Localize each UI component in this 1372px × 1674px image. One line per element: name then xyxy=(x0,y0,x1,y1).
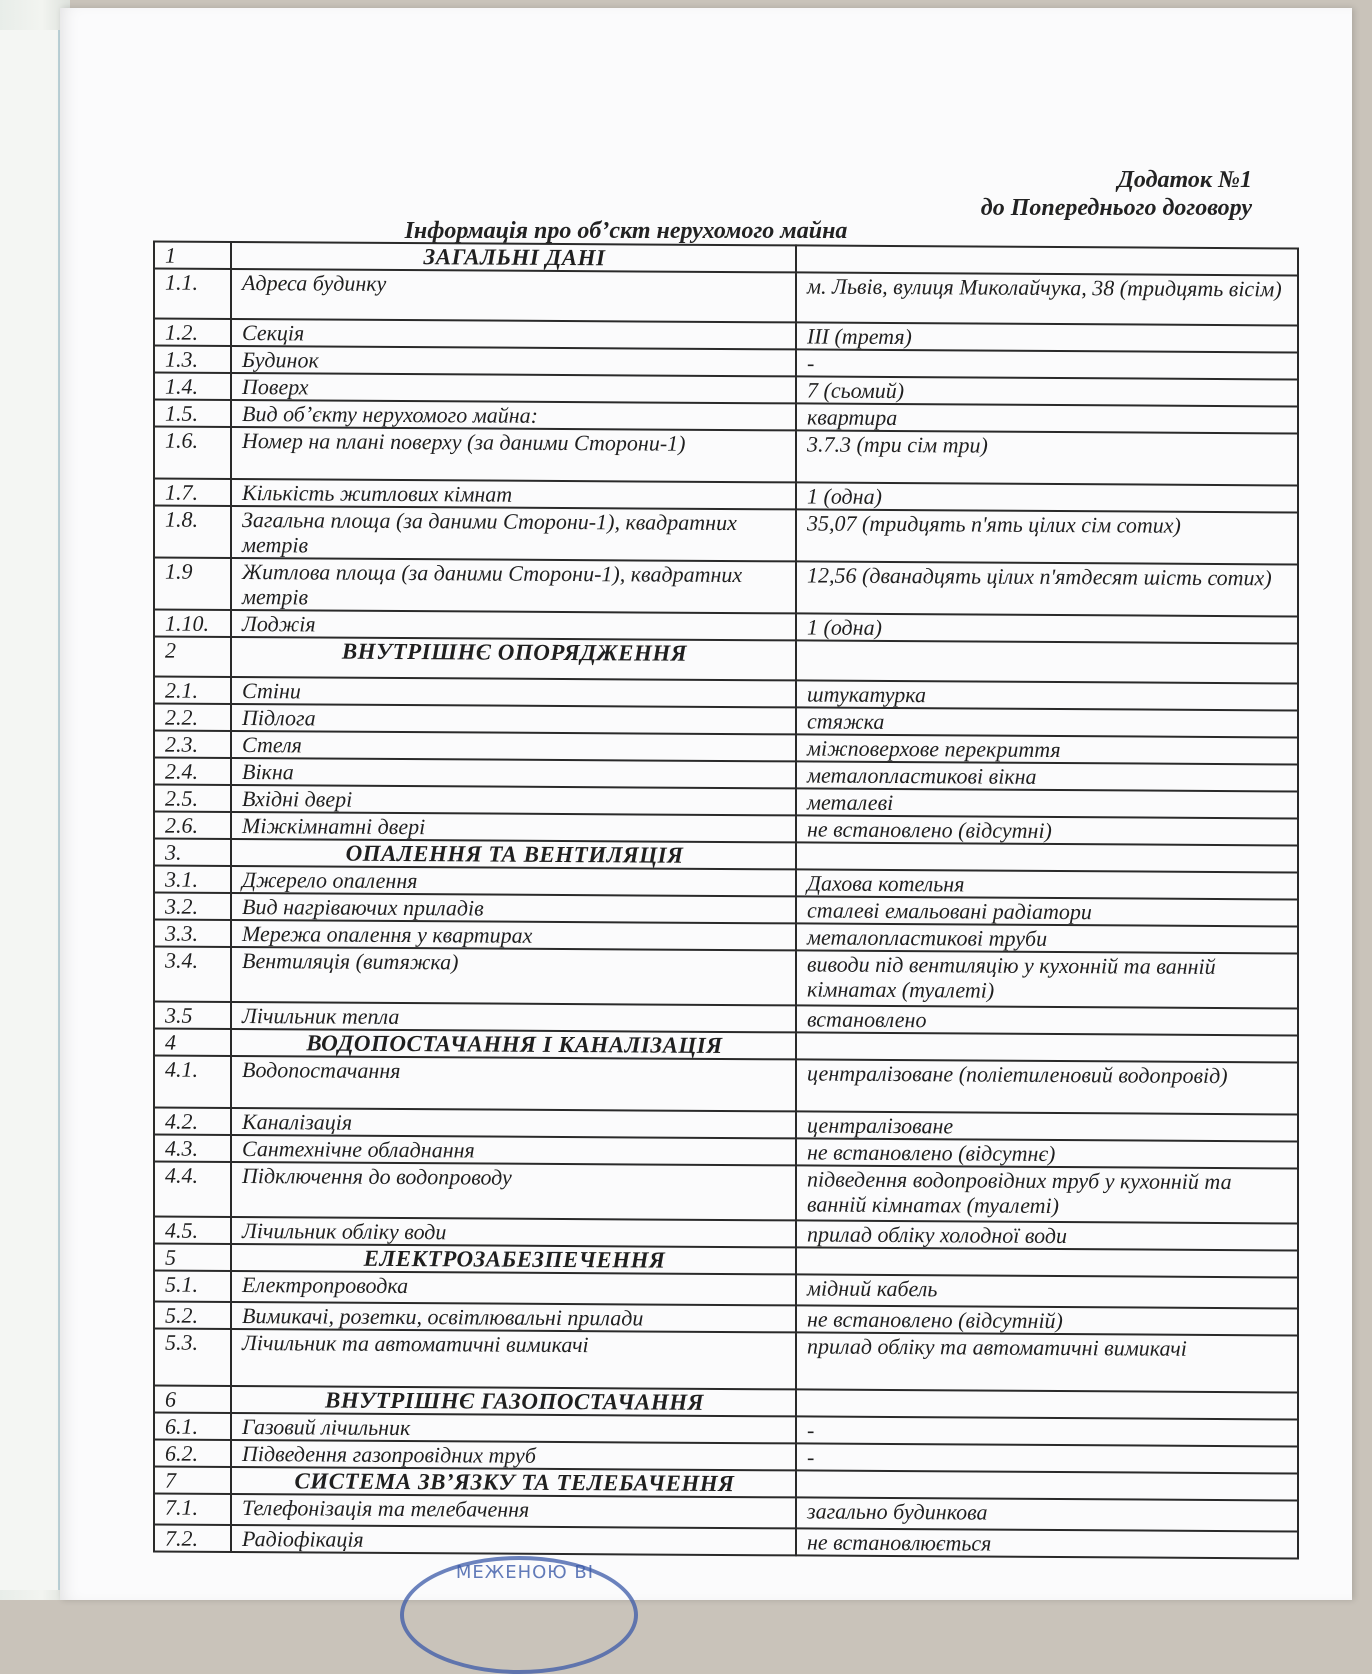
row-value xyxy=(796,245,1298,275)
row-value: міжповерхове перекриття xyxy=(796,734,1298,764)
table-row xyxy=(154,1329,1298,1393)
row-label: Джерело опалення xyxy=(231,866,796,896)
table-row xyxy=(154,506,1298,565)
table-row xyxy=(154,558,1298,617)
row-label: Сантехнічне обладнання xyxy=(231,1135,796,1165)
row-label: Житлова площа (за даними Сторони-1), квадратних метрів xyxy=(231,558,796,613)
row-number: 6.2. xyxy=(154,1440,231,1467)
row-number: 2.6. xyxy=(154,812,231,839)
row-label: Поверх xyxy=(231,373,796,403)
row-number: 3.5 xyxy=(154,1002,231,1029)
row-number: 1.5. xyxy=(154,400,231,427)
row-label: Електропроводка xyxy=(231,1271,796,1305)
row-label: Газовий лічильник xyxy=(231,1413,796,1443)
row-value xyxy=(796,640,1298,683)
row-number: 3.2. xyxy=(154,893,231,920)
annex-header xyxy=(981,166,1252,222)
table-row xyxy=(154,947,1298,1009)
row-number: 2.3. xyxy=(154,731,231,758)
row-value: 1 (одна) xyxy=(796,482,1298,512)
row-value: загально будинкова xyxy=(796,1497,1298,1531)
row-number: 6.1. xyxy=(154,1413,231,1440)
row-value xyxy=(796,1032,1298,1062)
table-row xyxy=(154,269,1298,326)
row-number: 5 xyxy=(154,1244,231,1271)
row-value: встановлено xyxy=(796,1005,1298,1035)
row-value: не встановлено (відсутній) xyxy=(796,1305,1298,1335)
row-label: Підключення до водопроводу xyxy=(231,1162,796,1220)
document-title: Інформація про об’скт нерухомого майна xyxy=(404,218,848,244)
row-value: 12,56 (дванадцять цілих п'ятдесят шість сотих) xyxy=(796,561,1298,616)
section-title: СИСТЕМА ЗВ’ЯЗКУ ТА ТЕЛЕБАЧЕННЯ xyxy=(231,1467,796,1497)
row-number: 4.4. xyxy=(154,1162,231,1217)
row-label: Мережа опалення у квартирах xyxy=(231,920,796,950)
row-value: металеві xyxy=(796,788,1298,818)
property-info-rows xyxy=(154,242,1298,1559)
section-row xyxy=(154,637,1298,684)
row-number: 5.1. xyxy=(154,1271,231,1302)
stamp-text: МЕЖЕНОЮ ВІ xyxy=(455,1562,595,1583)
row-value: стяжка xyxy=(796,707,1298,737)
row-label: Вид нагріваючих приладів xyxy=(231,893,796,923)
row-number: 5.2. xyxy=(154,1302,231,1329)
row-value: сталеві емальовані радіатори xyxy=(796,896,1298,926)
row-number: 1.7. xyxy=(154,479,231,506)
annex-number: Додаток №1 xyxy=(1117,167,1252,193)
row-value: 3.7.3 (три сім три) xyxy=(796,430,1298,485)
row-label: Підлога xyxy=(231,704,796,734)
table-row xyxy=(154,427,1298,486)
row-value xyxy=(796,1389,1298,1419)
row-value: м. Львів, вулиця Миколайчука, 38 (тридцять вісім) xyxy=(796,272,1298,325)
row-label: Лоджія xyxy=(231,610,796,640)
row-number: 1.10. xyxy=(154,610,231,637)
row-value: виводи під вентиляцію у кухонній та ванній кімнатах (туалеті) xyxy=(796,950,1298,1008)
row-value: штукатурка xyxy=(796,680,1298,710)
row-label: Вид об’єкту нерухомого майна: xyxy=(231,400,796,430)
row-number: 3.3. xyxy=(154,920,231,947)
row-number: 1 xyxy=(154,242,231,269)
row-label: Вентиляція (витяжка) xyxy=(231,947,796,1005)
row-number: 7.2. xyxy=(154,1525,231,1552)
row-value: - xyxy=(796,349,1298,379)
row-number: 4 xyxy=(154,1029,231,1056)
row-label: Водопостачання xyxy=(231,1056,796,1111)
row-label: Кількість житлових кімнат xyxy=(231,479,796,509)
row-value: металопластикові труби xyxy=(796,923,1298,953)
row-number: 1.8. xyxy=(154,506,231,558)
section-title: ВНУТРІШНЄ ОПОРЯДЖЕННЯ xyxy=(231,637,796,680)
row-label: Вхідні двері xyxy=(231,785,796,815)
row-label: Стеля xyxy=(231,731,796,761)
row-value: 7 (сьомий) xyxy=(796,376,1298,406)
row-label: Номер на плані поверху (за даними Сторони-1) xyxy=(231,427,796,482)
section-title: ВОДОПОСТАЧАННЯ І КАНАЛІЗАЦІЯ xyxy=(231,1029,796,1059)
section-title: ВНУТРІШНЄ ГАЗОПОСТАЧАННЯ xyxy=(231,1386,796,1416)
row-value xyxy=(796,1470,1298,1500)
row-number: 6 xyxy=(154,1386,231,1413)
row-value: не встановлено (відсутнє) xyxy=(796,1138,1298,1168)
table-row xyxy=(154,1056,1298,1115)
property-info-table xyxy=(153,240,1299,1559)
row-value xyxy=(796,1247,1298,1277)
row-number: 2.5. xyxy=(154,785,231,812)
row-number: 1.3. xyxy=(154,346,231,373)
row-value: - xyxy=(796,1416,1298,1446)
row-value: прилад обліку та автоматичні вимикачі xyxy=(796,1332,1298,1392)
section-title: ЗАГАЛЬНІ ДАНІ xyxy=(231,242,796,272)
row-value xyxy=(796,842,1298,872)
annex-reference: до Попереднього договору xyxy=(980,195,1252,221)
row-number: 4.3. xyxy=(154,1135,231,1162)
row-label: Телефонізація та телебачення xyxy=(231,1494,796,1528)
row-value: прилад обліку холодної води xyxy=(796,1220,1298,1250)
row-number: 2.4. xyxy=(154,758,231,785)
row-number: 3.1. xyxy=(154,866,231,893)
row-value: мідний кабель xyxy=(796,1274,1298,1308)
row-number: 3.4. xyxy=(154,947,231,1002)
row-number: 1.9 xyxy=(154,558,231,610)
row-label: Будинок xyxy=(231,346,796,376)
row-label: Вимикачі, розетки, освітлювальні прилади xyxy=(231,1302,796,1332)
row-number: 1.4. xyxy=(154,373,231,400)
row-label: Секція xyxy=(231,319,796,349)
row-label: Радіофікація xyxy=(231,1525,796,1555)
row-value: централізоване xyxy=(796,1111,1298,1141)
row-number: 2.1. xyxy=(154,677,231,704)
row-value: не встановлюється xyxy=(796,1528,1298,1558)
row-value: не встановлено (відсутні) xyxy=(796,815,1298,845)
row-label: Загальна площа (за даними Сторони-1), квадратних метрів xyxy=(231,506,796,561)
table-row xyxy=(154,1162,1298,1224)
row-value: квартира xyxy=(796,403,1298,433)
row-number: 4.2. xyxy=(154,1108,231,1135)
row-value: металопластикові вікна xyxy=(796,761,1298,791)
row-value: 35,07 (тридцять п'ять цілих сім сотих) xyxy=(796,509,1298,564)
row-value: централізоване (поліетиленовий водопровід) xyxy=(796,1059,1298,1114)
row-label: Підведення газопровідних труб xyxy=(231,1440,796,1470)
row-value: - xyxy=(796,1443,1298,1473)
section-title: ОПАЛЕННЯ ТА ВЕНТИЛЯЦІЯ xyxy=(231,839,796,869)
row-value: підведення водопровідних труб у кухонній та ванній кімнатах (туалеті) xyxy=(796,1165,1298,1223)
row-label: Адреса будинку xyxy=(231,269,796,322)
row-number: 2 xyxy=(154,637,231,677)
row-number: 4.1. xyxy=(154,1056,231,1108)
row-number: 1.2. xyxy=(154,319,231,346)
table-row xyxy=(154,1525,1298,1559)
row-value: Дахова котельня xyxy=(796,869,1298,899)
row-number: 7.1. xyxy=(154,1494,231,1525)
row-value: III (третя) xyxy=(796,322,1298,352)
section-title: ЕЛЕКТРОЗАБЕЗПЕЧЕННЯ xyxy=(231,1244,796,1274)
row-number: 2.2. xyxy=(154,704,231,731)
row-label: Вікна xyxy=(231,758,796,788)
binder-cover xyxy=(0,30,61,1590)
row-label: Міжкімнатні двері xyxy=(231,812,796,842)
row-label: Лічильник обліку води xyxy=(231,1217,796,1247)
row-label: Каналізація xyxy=(231,1108,796,1138)
row-number: 5.3. xyxy=(154,1329,231,1386)
row-number: 7 xyxy=(154,1467,231,1494)
row-number: 4.5. xyxy=(154,1217,231,1244)
row-value: 1 (одна) xyxy=(796,613,1298,643)
row-label: Стіни xyxy=(231,677,796,707)
row-number: 1.1. xyxy=(154,269,231,319)
row-label: Лічильник та автоматичні вимикачі xyxy=(231,1329,796,1389)
row-number: 3. xyxy=(154,839,231,866)
row-number: 1.6. xyxy=(154,427,231,479)
row-label: Лічильник тепла xyxy=(231,1002,796,1032)
